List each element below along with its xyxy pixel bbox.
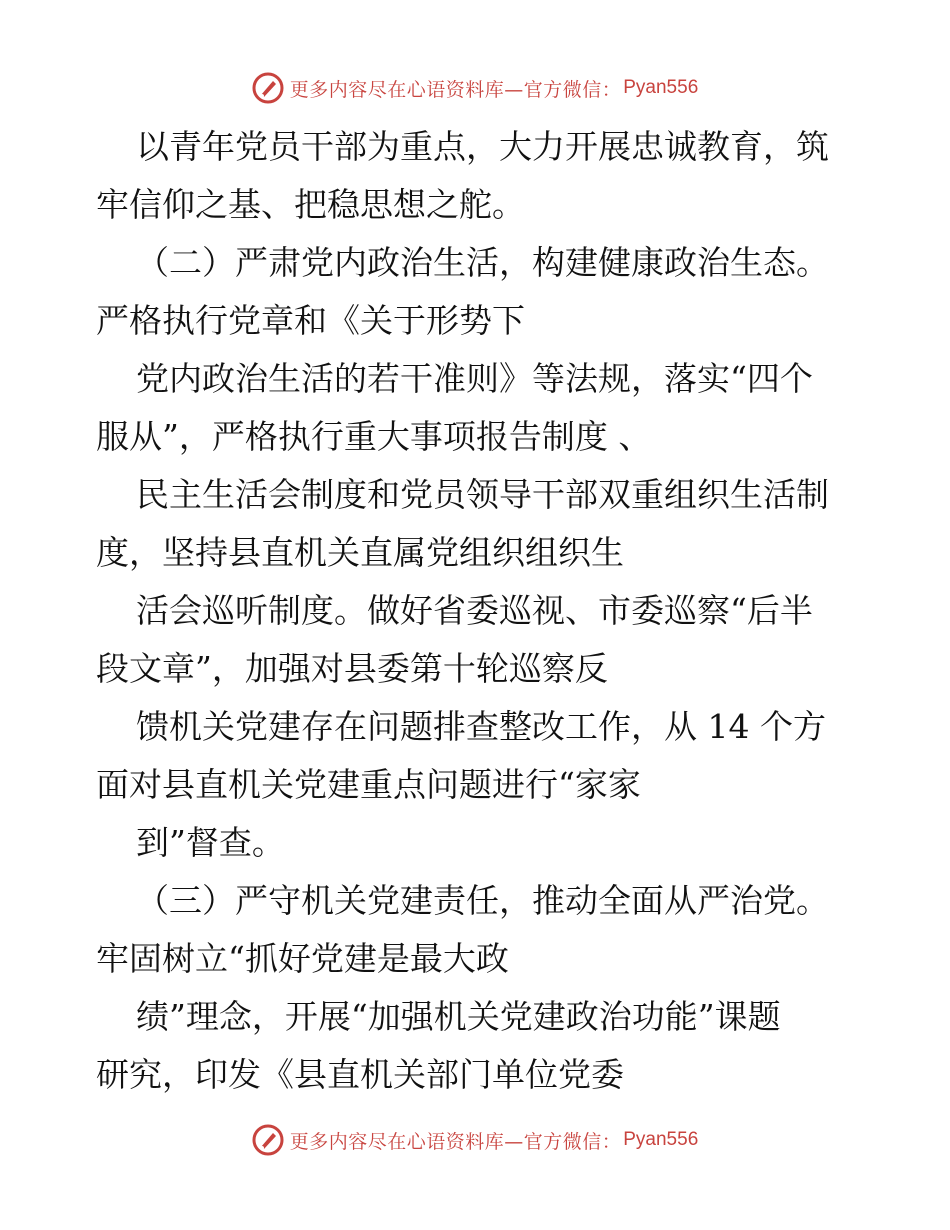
text-line: 以青年党员干部为重点，大力开展忠诚教育，筑 (136, 127, 829, 166)
text-line: 牢固树立“抓好党建是最大政 (96, 939, 509, 978)
text-line: 牢信仰之基、把稳思想之舵。 (96, 185, 525, 224)
text-line: 严格执行党章和《关于形势下 (96, 301, 525, 340)
paragraph (96, 872, 866, 988)
text-line: 绩”理念，开展“加强机关党建政治功能”课题 (136, 997, 781, 1036)
paragraph (96, 582, 866, 698)
text-line: （二）严肃党内政治生活，构建健康政治生态。 (136, 243, 829, 282)
paragraph (96, 118, 866, 234)
paragraph (96, 698, 866, 814)
paragraph (96, 466, 866, 582)
paragraph (96, 350, 866, 466)
text-line: 研究，印发《县直机关部门单位党委 (96, 1055, 624, 1094)
text-line: 度，坚持县直机关直属党组织组织生 (96, 533, 624, 572)
paragraph (96, 988, 866, 1104)
banner-text: 更多内容尽在心语资料库—官方微信： (289, 1130, 622, 1153)
text-line: 段文章”，加强对县委第十轮巡察反 (96, 649, 608, 688)
footer-banner (0, 1120, 950, 1160)
pen-logo-icon (252, 1124, 284, 1156)
pen-logo-icon (252, 72, 284, 104)
text-line: （三）严守机关党建责任，推动全面从严治党。 (136, 881, 829, 920)
banner-wechat-id: Pyan556 (623, 77, 699, 98)
header-banner (0, 68, 950, 108)
banner-text: 更多内容尽在心语资料库—官方微信： (289, 78, 622, 101)
text-line: 馈机关党建存在问题排查整改工作，从 14 个方 (136, 707, 826, 746)
text-line: 活会巡听制度。做好省委巡视、市委巡察“后半 (136, 591, 813, 630)
text-line: 民主生活会制度和党员领导干部双重组织生活制 (136, 475, 829, 514)
text-line: 服从”，严格执行重大事项报告制度 、 (96, 417, 652, 456)
paragraph (96, 234, 866, 350)
document-body (96, 118, 866, 1104)
text-line: 面对县直机关党建重点问题进行“家家 (96, 765, 641, 804)
banner-wechat-id: Pyan556 (623, 1129, 699, 1150)
text-line: 到”督查。 (136, 823, 285, 862)
text-line: 党内政治生活的若干准则》等法规，落实“四个 (136, 359, 813, 398)
paragraph (96, 814, 866, 872)
